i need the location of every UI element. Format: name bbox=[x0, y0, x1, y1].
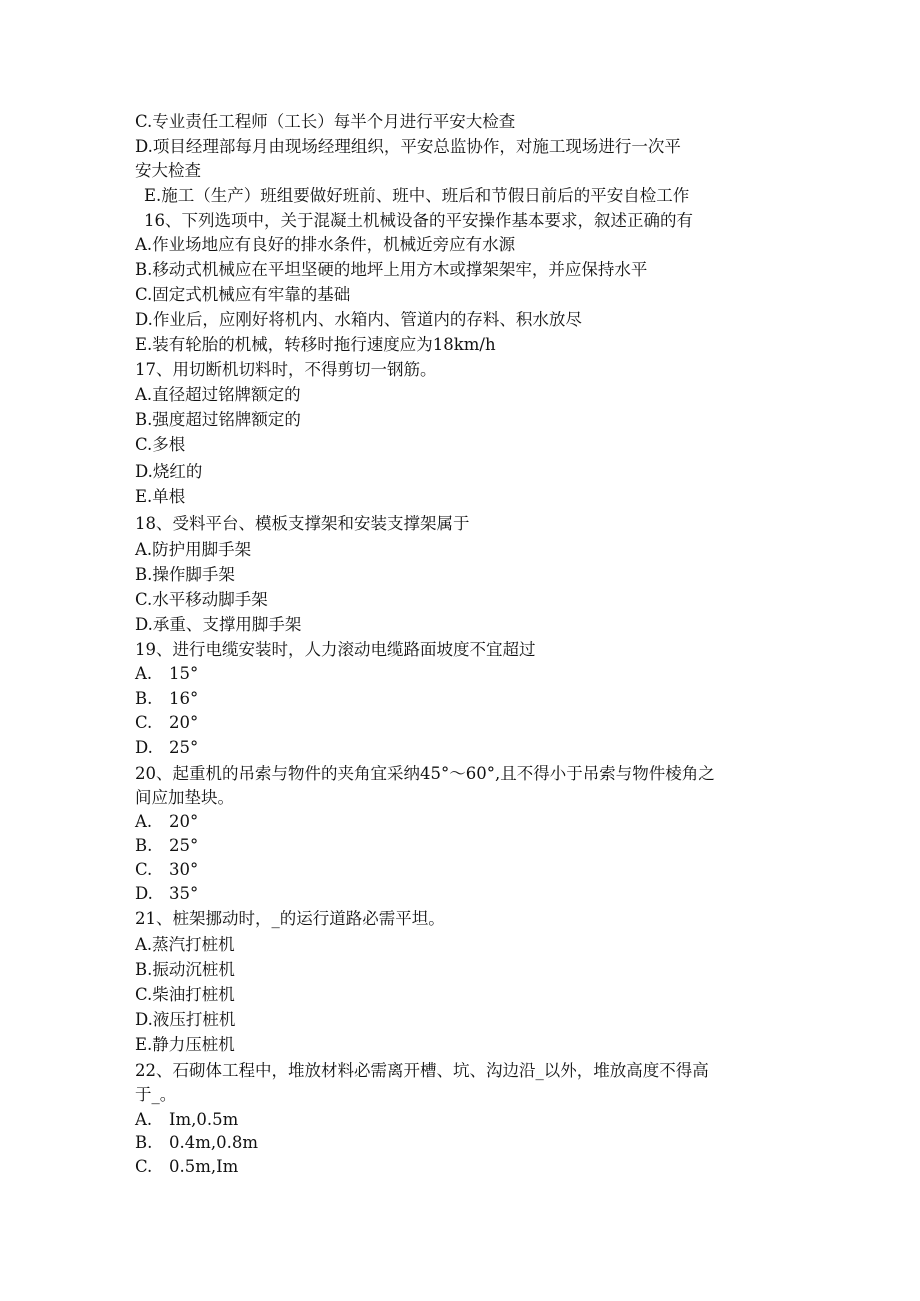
question-text: 18、受料平台、模板支撑架和安装支撑架属于 bbox=[135, 514, 470, 533]
option-value: 20° bbox=[169, 713, 199, 732]
option-row bbox=[135, 1157, 238, 1177]
option-value: 25° bbox=[169, 836, 199, 855]
option-text: E.施工（生产）班组要做好班前、班中、班后和节假日前后的平安自检工作 bbox=[144, 186, 690, 205]
option-text: A.直径超过铭牌额定的 bbox=[135, 385, 301, 404]
option-text: B.强度超过铭牌额定的 bbox=[135, 410, 301, 429]
option-text: A.作业场地应有良好的排水条件，机械近旁应有水源 bbox=[135, 235, 516, 254]
question-text: 17、用切断机切料时，不得剪切一钢筋。 bbox=[135, 360, 437, 379]
option-text: E.静力压桩机 bbox=[135, 1035, 235, 1054]
question-text: 16、下列选项中，关于混凝土机械设备的平安操作基本要求，叙述正确的有 bbox=[144, 211, 693, 230]
option-value: 20° bbox=[169, 812, 199, 831]
option-letter: B. bbox=[135, 689, 153, 708]
question-text: 19、进行电缆安装时，人力滚动电缆路面坡度不宜超过 bbox=[135, 640, 536, 659]
option-text: D.项目经理部每月由现场经理组织，平安总监协作，对施工现场进行一次平 bbox=[135, 137, 681, 156]
option-value: Im,0.5m bbox=[169, 1110, 239, 1129]
option-letter: B. bbox=[135, 1133, 153, 1152]
option-row bbox=[135, 860, 198, 880]
option-letter: B. bbox=[135, 836, 153, 855]
option-text: B.移动式机械应在平坦坚硬的地坪上用方木或撑架架牢，并应保持水平 bbox=[135, 260, 648, 279]
option-letter: A. bbox=[135, 1110, 153, 1129]
option-letter: A. bbox=[135, 664, 153, 683]
question-text: 22、石砌体工程中，堆放材料必需离开槽、坑、沟边沿_以外，堆放高度不得高 bbox=[135, 1061, 709, 1080]
option-row bbox=[135, 884, 198, 904]
option-row bbox=[135, 664, 198, 684]
option-value: 30° bbox=[169, 860, 199, 879]
option-text: B.操作脚手架 bbox=[135, 565, 235, 584]
option-letter: C. bbox=[135, 1157, 153, 1176]
option-value: 35° bbox=[169, 884, 199, 903]
option-row bbox=[135, 836, 198, 856]
question-text-continued: 于_。 bbox=[135, 1085, 177, 1104]
option-row bbox=[135, 1133, 258, 1153]
option-letter: C. bbox=[135, 860, 153, 879]
option-letter: A. bbox=[135, 812, 153, 831]
option-value: 0.4m,0.8m bbox=[169, 1133, 259, 1152]
option-text-continued: 安大检查 bbox=[135, 161, 201, 180]
option-text: C.专业责任工程师（工长）每半个月进行平安大检查 bbox=[135, 112, 516, 131]
option-text: A.防护用脚手架 bbox=[135, 540, 252, 559]
option-row bbox=[135, 1110, 238, 1130]
option-value: 25° bbox=[169, 738, 199, 757]
option-letter: D. bbox=[135, 738, 153, 757]
option-text: C.多根 bbox=[135, 435, 186, 454]
option-text: E.装有轮胎的机械，转移时拖行速度应为18km/h bbox=[135, 335, 496, 354]
option-row bbox=[135, 689, 198, 709]
option-text: C.水平移动脚手架 bbox=[135, 590, 268, 609]
question-text: 20、起重机的吊索与物件的夹角宜采纳45°～60°,且不得小于吊索与物件棱角之 bbox=[135, 764, 715, 783]
option-text: D.作业后，应刚好将机内、水箱内、管道内的存料、积水放尽 bbox=[135, 310, 582, 329]
option-text: C.柴油打桩机 bbox=[135, 985, 235, 1004]
option-text: A.蒸汽打桩机 bbox=[135, 935, 235, 954]
option-text: C.固定式机械应有牢靠的基础 bbox=[135, 285, 351, 304]
option-letter: C. bbox=[135, 713, 153, 732]
option-letter: D. bbox=[135, 884, 153, 903]
question-text-continued: 间应加垫块。 bbox=[135, 788, 234, 807]
option-text: B.振动沉桩机 bbox=[135, 960, 235, 979]
question-text: 21、桩架挪动时，_的运行道路必需平坦。 bbox=[135, 909, 445, 928]
option-value: 0.5m,Im bbox=[169, 1157, 239, 1176]
option-row bbox=[135, 812, 198, 832]
option-text: D.烧红的 bbox=[135, 462, 203, 481]
option-value: 16° bbox=[169, 689, 199, 708]
option-row bbox=[135, 713, 198, 733]
option-text: D.液压打桩机 bbox=[135, 1010, 236, 1029]
option-text: D.承重、支撑用脚手架 bbox=[135, 615, 302, 634]
option-value: 15° bbox=[169, 664, 199, 683]
option-text: E.单根 bbox=[135, 487, 186, 506]
option-row bbox=[135, 738, 198, 758]
